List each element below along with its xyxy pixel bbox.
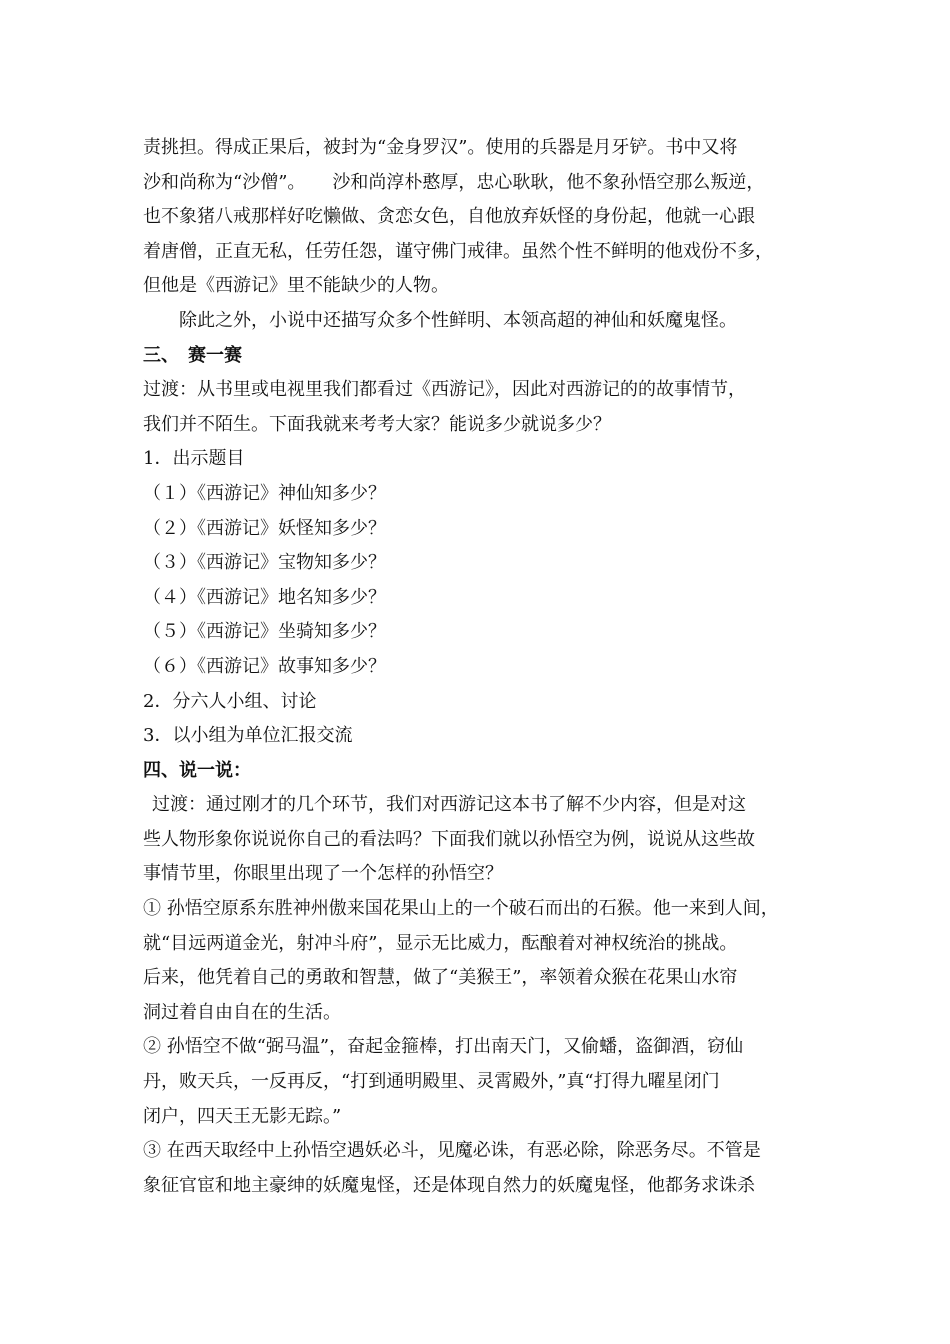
text-line: 我们并不陌生。下面我就来考考大家？能说多少就说多少？ xyxy=(143,413,611,435)
text-line: 沙和尚称为“沙僧”。 沙和尚淳朴憨厚，忠心耿耿，他不象孙悟空那么叛逆， xyxy=(143,171,765,193)
text-line: ② 孙悟空不做“弼马温”，奋起金箍棒，打出南天门，又偷蟠，盗御酒，窃仙 xyxy=(143,1036,744,1058)
question-item: （６）《西游记》故事知多少？ xyxy=(143,655,386,677)
question-item: （５）《西游记》坐骑知多少？ xyxy=(143,621,386,643)
text-line: 就“目远两道金光，射冲斗府”，显示无比威力，酝酿着对神权统治的挑战。 xyxy=(143,932,738,954)
list-item: 1．出示题目 xyxy=(143,448,245,470)
text-line: 闭户，四天王无影无踪。” xyxy=(143,1105,342,1127)
question-item: （４）《西游记》地名知多少？ xyxy=(143,586,386,608)
document-body xyxy=(143,131,823,1203)
text-line: 也不象猪八戒那样好吃懒做、贪恋女色，自他放弃妖怪的身份起，他就一心跟 xyxy=(143,206,755,228)
question-item: （３）《西游记》宝物知多少？ xyxy=(143,552,386,574)
text-line: 但他是《西游记》里不能缺少的人物。 xyxy=(143,275,449,297)
text-line: 些人物形象你说说你自己的看法吗？下面我们就以孙悟空为例，说说从这些故 xyxy=(143,828,755,850)
list-item: 2．分六人小组、讨论 xyxy=(143,690,317,712)
text-line: 象征官宦和地主豪绅的妖魔鬼怪，还是体现自然力的妖魔鬼怪，他都务求诛杀 xyxy=(143,1174,755,1196)
text-line: ③ 在西天取经中上孙悟空遇妖必斗，见魔必诛，有恶必除，除恶务尽。不管是 xyxy=(143,1140,761,1162)
text-line: 着唐僧，正直无私，任劳任怨，谨守佛门戒律。虽然个性不鲜明的他戏份不多， xyxy=(143,240,773,262)
text-line: 责挑担。得成正果后，被封为“金身罗汉”。使用的兵器是月牙铲。书中又将 xyxy=(143,137,738,158)
section-heading-four: 四、说一说： xyxy=(143,759,251,781)
list-item: 3．以小组为单位汇报交流 xyxy=(143,725,353,747)
question-item: （１）《西游记》神仙知多少？ xyxy=(143,482,386,504)
question-item: （２）《西游记》妖怪知多少？ xyxy=(143,517,386,539)
text-line: 事情节里，你眼里出现了一个怎样的孙悟空？ xyxy=(143,863,503,885)
text-line: ① 孙悟空原系东胜神州傲来国花果山上的一个破石而出的石猴。他一来到人间， xyxy=(143,898,779,920)
text-line: 后来，他凭着自己的勇敢和智慧，做了“美猴王”，率领着众猴在花果山水帘 xyxy=(143,967,738,989)
section-heading-three: 三、 赛一赛 xyxy=(143,344,242,366)
paragraph-line: 除此之外，小说中还描写众多个性鲜明、本领高超的神仙和妖魔鬼怪。 xyxy=(179,309,737,331)
text-line: 过渡：通过刚才的几个环节，我们对西游记这本书了解不少内容，但是对这 xyxy=(152,794,746,816)
text-line: 过渡：从书里或电视里我们都看过《西游记》，因此对西游记的的故事情节， xyxy=(143,379,746,401)
text-line: 丹，败天兵，一反再反，“打到通明殿里、灵霄殿外，”真“打得九曜星闭门 xyxy=(143,1071,720,1093)
text-line: 洞过着自由自在的生活。 xyxy=(143,1001,341,1023)
